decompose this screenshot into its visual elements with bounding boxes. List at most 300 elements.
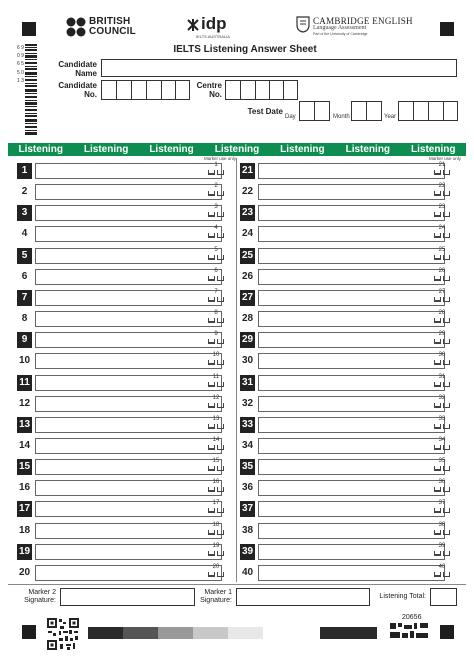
marker-tick-box[interactable] [431, 416, 453, 435]
month-label: Month [333, 114, 350, 120]
month-cell[interactable] [367, 101, 382, 121]
marker-question-number: 12 [212, 394, 220, 401]
month-field[interactable] [351, 101, 382, 121]
wrong-tick-box[interactable] [217, 466, 224, 471]
centre-no-cell[interactable] [284, 80, 298, 100]
wrong-tick-box[interactable] [443, 233, 450, 238]
banner-word: Listening [280, 144, 325, 155]
answer-row [240, 416, 455, 436]
answer-field[interactable] [258, 438, 445, 454]
candidate-no-label: Candidate No. [58, 81, 97, 99]
marker-question-number: 30 [438, 352, 446, 359]
wrong-tick-box[interactable] [217, 487, 224, 492]
answer-field[interactable] [258, 396, 445, 412]
marker-question-number: 4 [214, 225, 218, 232]
marker-question-number: 23 [438, 204, 446, 211]
marker-use-only-right: Marker use only [429, 156, 462, 161]
wrong-tick-box[interactable] [443, 551, 450, 556]
question-number: 3 [17, 205, 32, 221]
question-number: 28 [241, 313, 254, 325]
answer-row [17, 162, 229, 182]
answer-field[interactable] [35, 311, 222, 327]
wrong-tick-box[interactable] [217, 170, 224, 175]
serial-barcode [390, 623, 430, 639]
marker-question-number: 36 [438, 479, 446, 486]
answer-row [240, 162, 455, 182]
marker-question-number: 22 [438, 183, 446, 190]
marker-tick-box[interactable] [431, 268, 453, 287]
listening-total-field[interactable] [430, 588, 457, 606]
marker-tick-box[interactable] [205, 162, 227, 181]
marker-question-number: 21 [438, 162, 446, 168]
answer-field[interactable] [35, 163, 222, 179]
question-number: 21 [240, 163, 255, 179]
cambridge-title: CAMBRIDGE ENGLISH [313, 16, 413, 26]
wrong-tick-box[interactable] [217, 572, 224, 577]
british-council-line2: COUNCIL [89, 26, 136, 37]
wrong-tick-box[interactable] [217, 508, 224, 513]
wrong-tick-box[interactable] [443, 212, 450, 217]
marker-tick-box[interactable] [431, 395, 453, 414]
correct-tick-box[interactable] [434, 318, 441, 323]
marker-tick-box[interactable] [205, 310, 227, 329]
marker-tick-box[interactable] [205, 416, 227, 435]
question-number: 36 [241, 482, 254, 494]
serial-number: 20656 [402, 614, 422, 621]
day-label: Day [285, 114, 296, 120]
correct-tick-box[interactable] [208, 508, 215, 513]
marker-tick-box[interactable] [431, 352, 453, 371]
answer-row [240, 268, 455, 288]
answer-field[interactable] [258, 501, 445, 517]
answer-row [17, 522, 229, 542]
sheet-title: IELTS Listening Answer Sheet [173, 44, 317, 55]
year-cell[interactable] [429, 101, 444, 121]
marker-tick-box[interactable] [431, 374, 453, 393]
question-number: 9 [17, 332, 32, 348]
answer-field[interactable] [258, 248, 445, 264]
correct-tick-box[interactable] [208, 233, 215, 238]
wrong-tick-box[interactable] [443, 487, 450, 492]
marker-question-number: 25 [438, 246, 446, 253]
marker1-signature-field[interactable] [236, 588, 370, 606]
year-cell[interactable] [399, 101, 414, 121]
correct-tick-box[interactable] [434, 551, 441, 556]
question-number: 16 [18, 482, 31, 494]
answer-row [240, 183, 455, 203]
day-cell[interactable] [300, 101, 315, 121]
correct-tick-box[interactable] [434, 403, 441, 408]
year-field[interactable] [398, 101, 458, 121]
listening-total-label: Listening Total: [379, 593, 426, 600]
correct-tick-box[interactable] [434, 466, 441, 471]
answer-row [17, 310, 229, 330]
answer-field[interactable] [258, 290, 445, 306]
question-number: 22 [241, 186, 254, 198]
wrong-tick-box[interactable] [217, 318, 224, 323]
wrong-tick-box[interactable] [217, 424, 224, 429]
answer-row [17, 331, 229, 351]
answer-row [240, 225, 455, 245]
marker-tick-box[interactable] [431, 310, 453, 329]
wrong-tick-box[interactable] [443, 255, 450, 260]
timing-mark-bottom [320, 627, 377, 639]
correct-tick-box[interactable] [208, 551, 215, 556]
banner-word: Listening [411, 144, 456, 155]
candidate-no-cell[interactable] [102, 80, 117, 100]
answer-row [17, 416, 229, 436]
wrong-tick-box[interactable] [443, 318, 450, 323]
answer-field[interactable] [258, 417, 445, 433]
answer-row [17, 289, 229, 309]
wrong-tick-box[interactable] [443, 360, 450, 365]
answer-field[interactable] [258, 459, 445, 475]
marker-tick-box[interactable] [205, 268, 227, 287]
wrong-tick-box[interactable] [443, 530, 450, 535]
question-number: 30 [241, 355, 254, 367]
answer-field[interactable] [35, 396, 222, 412]
centre-no-field[interactable] [225, 80, 299, 100]
wrong-tick-box[interactable] [443, 403, 450, 408]
centre-no-label: Centre No. [196, 81, 222, 99]
correct-tick-box[interactable] [434, 360, 441, 365]
answer-row [240, 374, 455, 394]
wrong-tick-box[interactable] [217, 191, 224, 196]
correct-tick-box[interactable] [434, 530, 441, 535]
correct-tick-box[interactable] [208, 466, 215, 471]
banner-word: Listening [18, 144, 63, 155]
wrong-tick-box[interactable] [217, 382, 224, 387]
tone-strip [88, 627, 263, 639]
marker-question-number: 8 [214, 310, 218, 317]
marker-question-number: 9 [214, 331, 218, 338]
wrong-tick-box[interactable] [443, 466, 450, 471]
correct-tick-box[interactable] [208, 382, 215, 387]
column-divider [236, 158, 237, 582]
idp-subtitle: IELTS AUSTRALIA [196, 34, 230, 39]
wrong-tick-box[interactable] [443, 339, 450, 344]
answer-field[interactable] [258, 269, 445, 285]
marker-tick-box[interactable] [205, 437, 227, 456]
wrong-tick-box[interactable] [443, 445, 450, 450]
wrong-tick-box[interactable] [217, 297, 224, 302]
wrong-tick-box[interactable] [217, 403, 224, 408]
candidate-name-field[interactable] [101, 59, 457, 77]
answer-field[interactable] [35, 205, 222, 221]
answer-field[interactable] [35, 501, 222, 517]
answer-field[interactable] [258, 163, 445, 179]
banner-word: Listening [345, 144, 391, 155]
barcode-digits: 6 9 0 9 6 5 5 0 1 3 [17, 45, 24, 84]
marker-tick-box[interactable] [205, 564, 227, 583]
answer-row [240, 564, 455, 584]
marker-tick-box[interactable] [431, 204, 453, 223]
marker-tick-box[interactable] [431, 458, 453, 477]
marker-question-number: 38 [438, 521, 446, 528]
answer-field[interactable] [258, 332, 445, 348]
centre-no-cell[interactable] [226, 80, 241, 100]
marker-question-number: 20 [212, 563, 220, 570]
answer-field[interactable] [258, 226, 445, 242]
question-number: 26 [241, 270, 254, 282]
candidate-no-cell[interactable] [117, 80, 132, 100]
centre-no-cell[interactable] [256, 80, 270, 100]
answer-field[interactable] [258, 523, 445, 539]
correct-tick-box[interactable] [208, 170, 215, 175]
corner-mark-bottom-left [22, 625, 36, 639]
cambridge-note: Part of the University of Cambridge [313, 32, 368, 36]
correct-tick-box[interactable] [434, 212, 441, 217]
marker-question-number: 16 [212, 479, 220, 486]
marker-tick-box[interactable] [205, 225, 227, 244]
banner-word: Listening [149, 144, 194, 155]
month-cell[interactable] [352, 101, 367, 121]
marker-tick-box[interactable] [205, 395, 227, 414]
marker-question-number: 2 [214, 183, 218, 190]
year-cell[interactable] [414, 101, 429, 121]
candidate-no-field[interactable] [101, 80, 191, 100]
marker-tick-box[interactable] [205, 204, 227, 223]
correct-tick-box[interactable] [208, 212, 215, 217]
correct-tick-box[interactable] [208, 255, 215, 260]
marker-question-number: 3 [214, 204, 218, 211]
answer-field[interactable] [35, 459, 222, 475]
question-number: 5 [17, 248, 32, 264]
wrong-tick-box[interactable] [443, 191, 450, 196]
answer-field[interactable] [258, 375, 445, 391]
question-number: 1 [17, 163, 32, 179]
correct-tick-box[interactable] [208, 445, 215, 450]
answer-row [240, 543, 455, 563]
idp-logo [186, 15, 236, 41]
marker-tick-box[interactable] [431, 543, 453, 562]
answer-field[interactable] [35, 565, 222, 581]
answer-field[interactable] [258, 184, 445, 200]
correct-tick-box[interactable] [208, 276, 215, 281]
marker-tick-box[interactable] [431, 289, 453, 308]
answer-field[interactable] [35, 332, 222, 348]
question-number: 11 [17, 375, 32, 391]
correct-tick-box[interactable] [434, 424, 441, 429]
marker-tick-box[interactable] [205, 289, 227, 308]
british-council-line1: BRITISH [89, 16, 131, 27]
qr-code [47, 618, 79, 650]
answer-row [240, 352, 455, 372]
question-number: 4 [21, 228, 28, 240]
correct-tick-box[interactable] [208, 360, 215, 365]
wrong-tick-box[interactable] [217, 339, 224, 344]
candidate-no-cell[interactable] [162, 80, 176, 100]
answer-field[interactable] [35, 523, 222, 539]
answer-field[interactable] [258, 311, 445, 327]
answer-field[interactable] [35, 269, 222, 285]
wrong-tick-box[interactable] [217, 233, 224, 238]
answer-field[interactable] [35, 353, 222, 369]
marker-tick-box[interactable] [205, 458, 227, 477]
question-number: 10 [18, 355, 31, 367]
marker-question-number: 39 [438, 542, 446, 549]
answer-row [17, 543, 229, 563]
correct-tick-box[interactable] [208, 339, 215, 344]
banner-word: Listening [83, 144, 129, 155]
candidate-no-cell[interactable] [132, 80, 147, 100]
marker-tick-box[interactable] [431, 183, 453, 202]
question-number: 12 [18, 397, 31, 409]
day-cell[interactable] [315, 101, 330, 121]
answer-field[interactable] [35, 226, 222, 242]
correct-tick-box[interactable] [434, 233, 441, 238]
answer-field[interactable] [258, 544, 445, 560]
wrong-tick-box[interactable] [443, 170, 450, 175]
question-number: 14 [18, 439, 31, 451]
marker-tick-box[interactable] [431, 479, 453, 498]
answer-row [17, 564, 229, 584]
answer-row [17, 374, 229, 394]
wrong-tick-box[interactable] [443, 572, 450, 577]
marker-tick-box[interactable] [431, 225, 453, 244]
marker-tick-box[interactable] [431, 331, 453, 350]
question-number: 18 [18, 524, 31, 536]
correct-tick-box[interactable] [434, 487, 441, 492]
answer-row [240, 479, 455, 499]
question-number: 31 [240, 375, 255, 391]
correct-tick-box[interactable] [434, 276, 441, 281]
answer-field[interactable] [258, 205, 445, 221]
centre-no-cell[interactable] [270, 80, 284, 100]
answer-field[interactable] [258, 480, 445, 496]
answer-field[interactable] [35, 544, 222, 560]
day-field[interactable] [299, 101, 330, 121]
answer-field[interactable] [35, 417, 222, 433]
marker-question-number: 10 [212, 352, 220, 359]
correct-tick-box[interactable] [208, 297, 215, 302]
correct-tick-box[interactable] [434, 170, 441, 175]
wrong-tick-box[interactable] [217, 551, 224, 556]
marker-question-number: 18 [212, 521, 220, 528]
marker-tick-box[interactable] [431, 437, 453, 456]
answer-field[interactable] [35, 480, 222, 496]
wrong-tick-box[interactable] [217, 255, 224, 260]
marker-question-number: 19 [212, 542, 220, 549]
answer-row [17, 395, 229, 415]
question-number: 23 [240, 205, 255, 221]
cambridge-logo [296, 15, 446, 39]
year-cell[interactable] [444, 101, 458, 121]
marker2-signature-field[interactable] [60, 588, 195, 606]
question-number: 38 [241, 524, 254, 536]
wrong-tick-box[interactable] [217, 212, 224, 217]
wrong-tick-box[interactable] [443, 297, 450, 302]
answer-field[interactable] [35, 184, 222, 200]
question-number: 24 [241, 228, 254, 240]
answer-field[interactable] [258, 353, 445, 369]
marker-tick-box[interactable] [205, 183, 227, 202]
cambridge-shield-icon [296, 16, 310, 33]
correct-tick-box[interactable] [208, 530, 215, 535]
marker-tick-box[interactable] [431, 522, 453, 541]
wrong-tick-box[interactable] [443, 382, 450, 387]
answer-row [240, 395, 455, 415]
marker-tick-box[interactable] [431, 162, 453, 181]
marker-tick-box[interactable] [205, 479, 227, 498]
marker-tick-box[interactable] [205, 543, 227, 562]
correct-tick-box[interactable] [208, 191, 215, 196]
correct-tick-box[interactable] [208, 572, 215, 577]
correct-tick-box[interactable] [434, 445, 441, 450]
correct-tick-box[interactable] [208, 318, 215, 323]
wrong-tick-box[interactable] [217, 276, 224, 281]
correct-tick-box[interactable] [434, 339, 441, 344]
answer-row [17, 225, 229, 245]
answer-field[interactable] [35, 375, 222, 391]
question-number: 6 [21, 270, 28, 282]
correct-tick-box[interactable] [434, 382, 441, 387]
answer-row [17, 183, 229, 203]
marker-tick-box[interactable] [205, 522, 227, 541]
marker-question-number: 24 [438, 225, 446, 232]
test-date-label: Test Date [247, 107, 283, 116]
footer-divider [8, 584, 466, 585]
marker-tick-box[interactable] [431, 500, 453, 519]
marker-question-number: 15 [212, 458, 220, 465]
wrong-tick-box[interactable] [217, 530, 224, 535]
marker-question-number: 14 [212, 436, 220, 443]
answer-row [240, 204, 455, 224]
idp-swirl-icon [186, 18, 200, 32]
wrong-tick-box[interactable] [217, 360, 224, 365]
marker-tick-box[interactable] [205, 374, 227, 393]
marker-tick-box[interactable] [205, 247, 227, 266]
wrong-tick-box[interactable] [443, 276, 450, 281]
marker-question-number: 33 [438, 415, 446, 422]
correct-tick-box[interactable] [434, 508, 441, 513]
question-number: 15 [17, 459, 32, 475]
question-number: 29 [240, 332, 255, 348]
wrong-tick-box[interactable] [443, 424, 450, 429]
correct-tick-box[interactable] [208, 424, 215, 429]
answer-row [17, 500, 229, 520]
correct-tick-box[interactable] [208, 403, 215, 408]
wrong-tick-box[interactable] [443, 508, 450, 513]
correct-tick-box[interactable] [208, 487, 215, 492]
answer-row [240, 522, 455, 542]
answer-field[interactable] [258, 565, 445, 581]
candidate-no-cell[interactable] [147, 80, 162, 100]
correct-tick-box[interactable] [434, 191, 441, 196]
marker-tick-box[interactable] [431, 564, 453, 583]
corner-mark-top-left [22, 22, 36, 36]
correct-tick-box[interactable] [434, 255, 441, 260]
marker-tick-box[interactable] [431, 247, 453, 266]
marker-question-number: 32 [438, 394, 446, 401]
marker-question-number: 31 [438, 373, 446, 380]
answer-row [240, 289, 455, 309]
marker-tick-box[interactable] [205, 352, 227, 371]
marker-question-number: 34 [438, 436, 446, 443]
answer-field[interactable] [35, 248, 222, 264]
answer-field[interactable] [35, 290, 222, 306]
centre-no-cell[interactable] [241, 80, 256, 100]
correct-tick-box[interactable] [434, 297, 441, 302]
correct-tick-box[interactable] [434, 572, 441, 577]
marker-tick-box[interactable] [205, 331, 227, 350]
wrong-tick-box[interactable] [217, 445, 224, 450]
year-label: Year [384, 114, 397, 120]
answer-row [17, 479, 229, 499]
marker-tick-box[interactable] [205, 500, 227, 519]
marker1-label: Marker 1 Signature: [200, 589, 232, 604]
answer-field[interactable] [35, 438, 222, 454]
